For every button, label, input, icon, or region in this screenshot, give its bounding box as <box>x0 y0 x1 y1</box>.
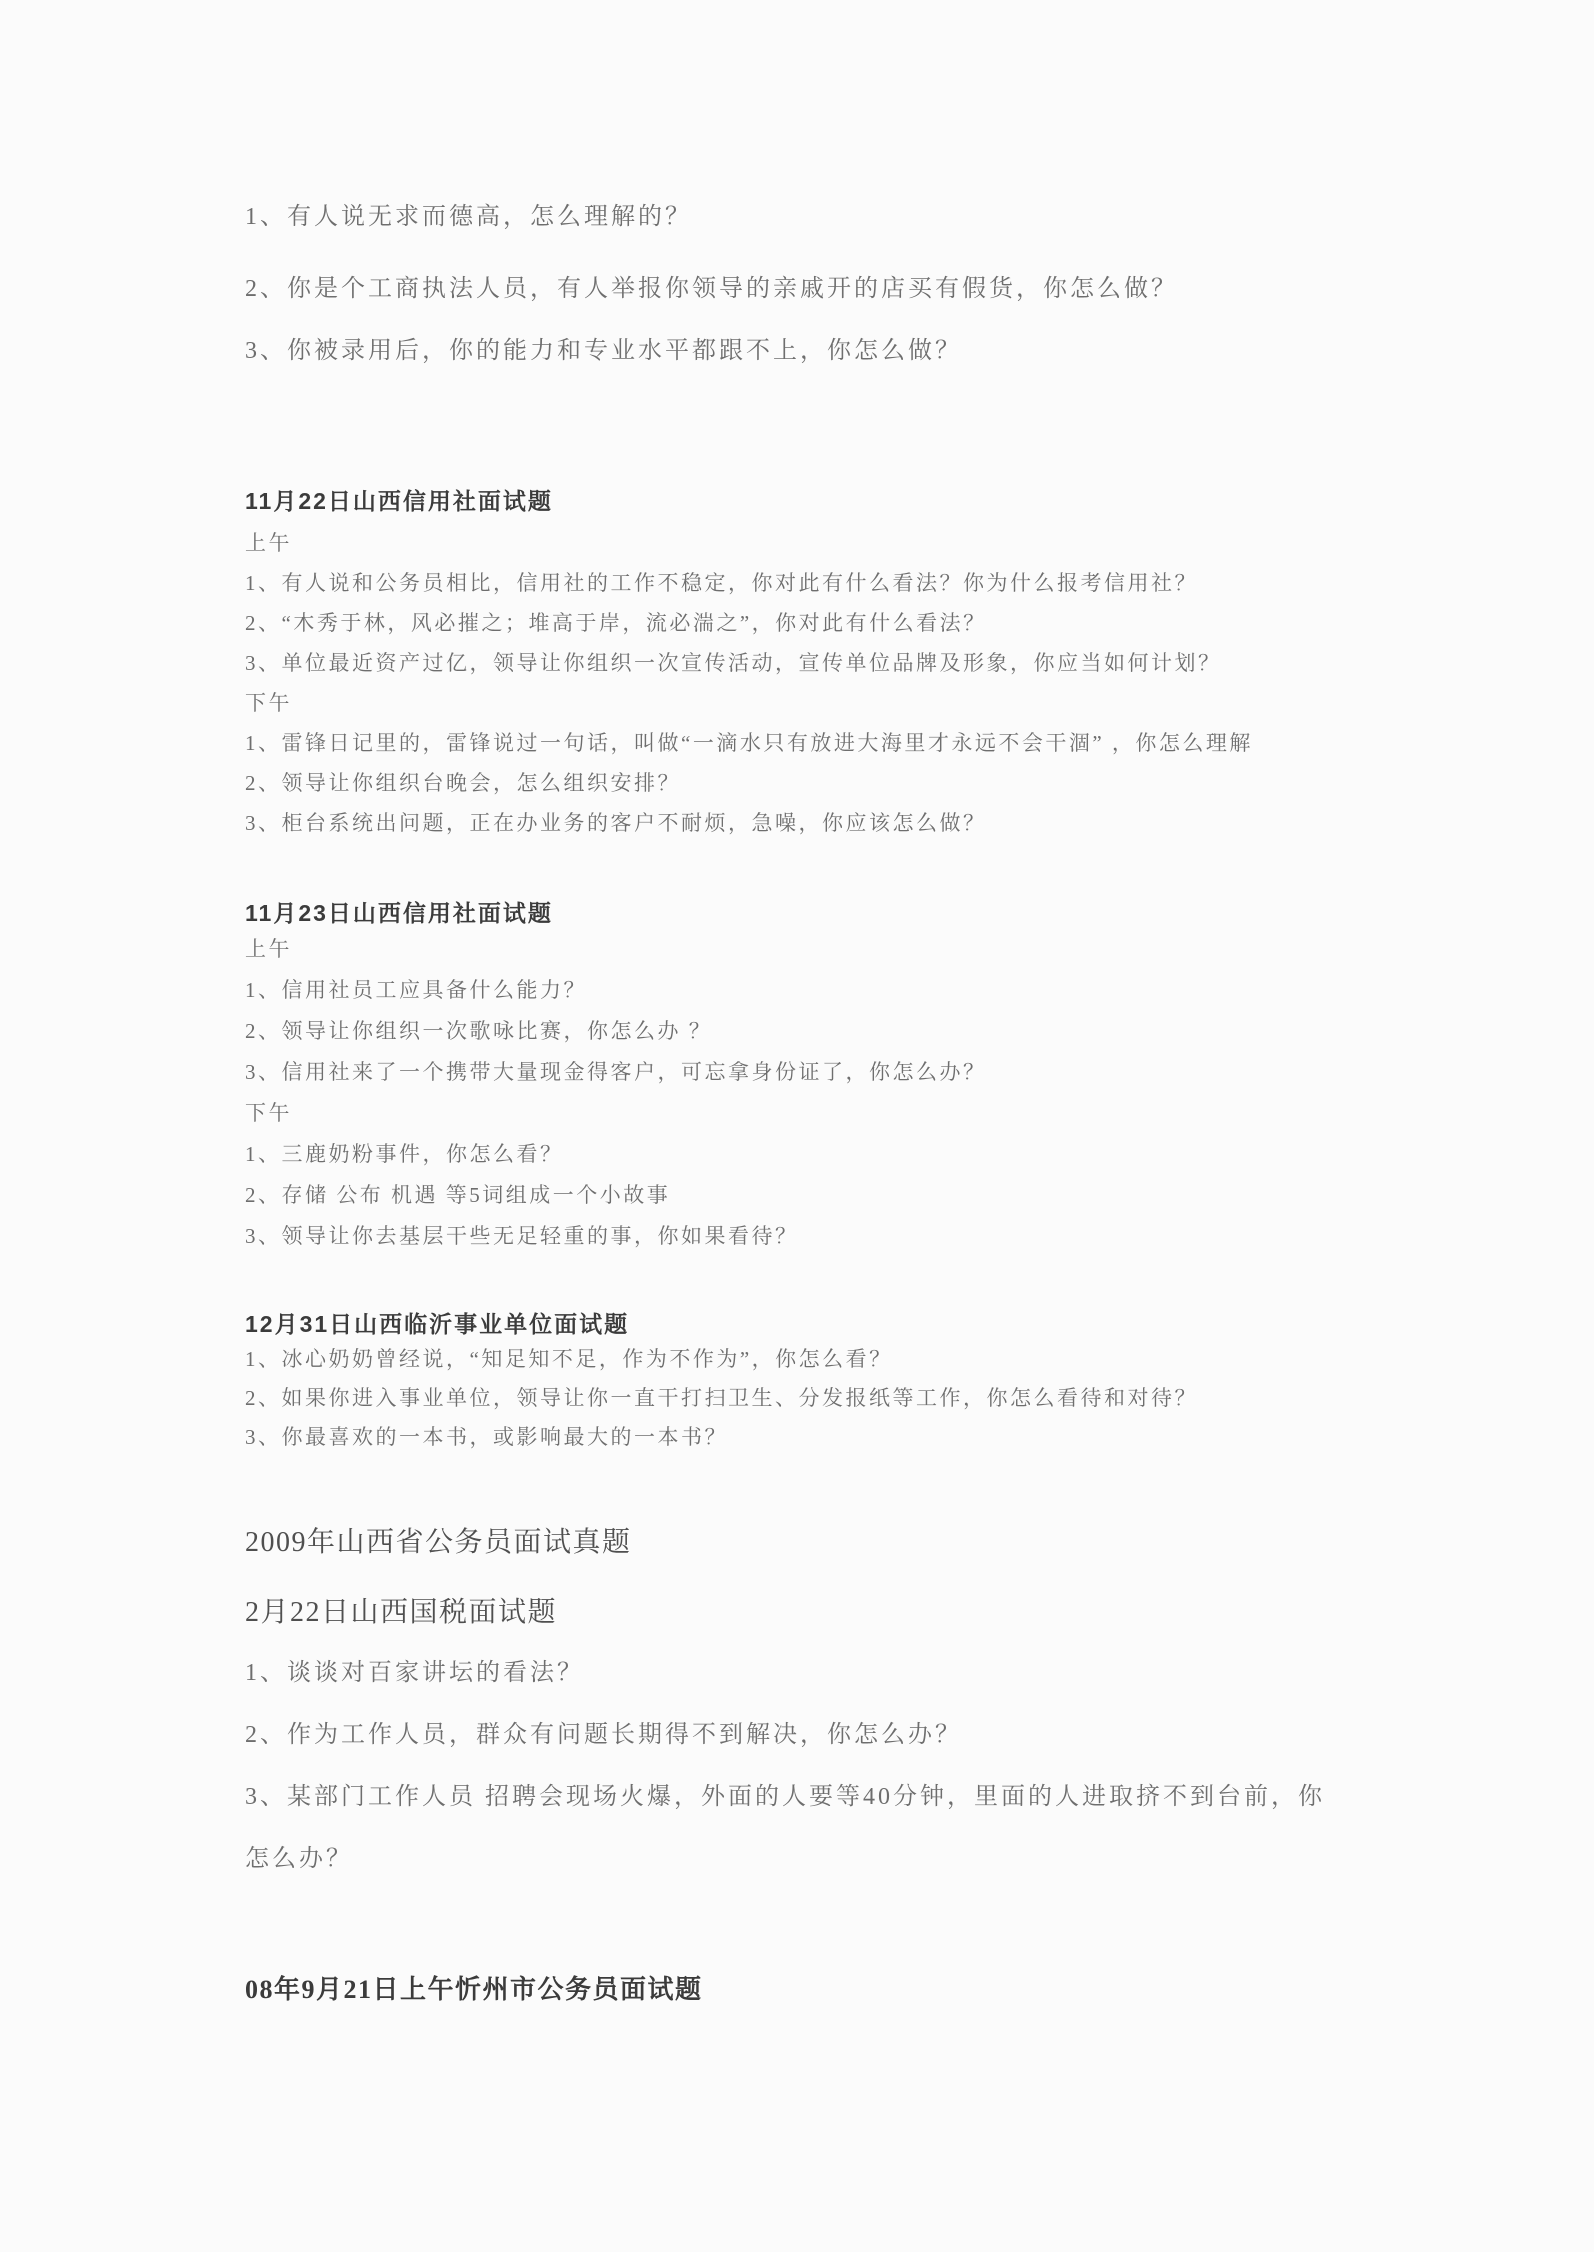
section-title: 11月23日山西信用社面试题 <box>245 900 553 926</box>
section-line: 2、领导让你组织台晚会，怎么组织安排？ <box>245 771 681 795</box>
section-nov23 <box>245 899 987 1257</box>
section-line: 3、领导让你去基层干些无足轻重的事，你如果看待？ <box>245 1224 799 1248</box>
section-line: 2、“木秀于林，风必摧之；堆高于岸，流必湍之”，你对此有什么看法？ <box>245 611 987 635</box>
question-line: 2、你是个工商执法人员，有人举报你领导的亲戚开的店买有假货，你怎么做？ <box>245 276 1178 302</box>
question-line: 3、某部门工作人员 招聘会现场火爆，外面的人要等40分钟，里面的人进取挤不到台前，你 <box>245 1784 1325 1810</box>
section-line: 下午 <box>245 691 292 715</box>
footer-section-title: 08年9月21日上午忻州市公务员面试题 <box>245 1975 703 2004</box>
question-line: 3、你被录用后，你的能力和专业水平都跟不上，你怎么做？ <box>245 338 962 364</box>
question-line: 怎么办？ <box>245 1846 353 1872</box>
section-line: 1、有人说和公务员相比，信用社的工作不稳定，你对此有什么看法？你为什么报考信用社？ <box>245 571 1198 595</box>
section-line: 3、信用社来了一个携带大量现金得客户，可忘拿身份证了，你怎么办？ <box>245 1060 987 1084</box>
section-line: 2、领导让你组织一次歌咏比赛，你怎么办 ？ <box>245 1019 713 1043</box>
exam-2009-question-block <box>245 1660 1325 1908</box>
section-line: 下午 <box>245 1101 292 1125</box>
section-line: 1、雷锋日记里的，雷锋说过一句话，叫做“一滴水只有放进大海里才永远不会干涸” ，你怎么理解 <box>245 731 1253 755</box>
question-line: 1、有人说无求而德高，怎么理解的？ <box>245 204 692 230</box>
section-dec31 <box>245 1310 1198 1457</box>
section-line: 上午 <box>245 937 292 961</box>
section-line: 1、冰心奶奶曾经说，“知足知不足，作为不作为”，你怎么看？ <box>245 1347 893 1371</box>
section-line: 2、存储 公布 机遇 等5词组成一个小故事 <box>245 1183 671 1207</box>
section-title: 11月22日山西信用社面试题 <box>245 488 553 514</box>
heading-2009-exam: 2009年山西省公务员面试真题 <box>245 1527 632 1558</box>
section-line: 3、单位最近资产过亿，领导让你组织一次宣传活动，宣传单位品牌及形象，你应当如何计划？ <box>245 651 1222 675</box>
section-line: 2、如果你进入事业单位，领导让你一直干打扫卫生、分发报纸等工作，你怎么看待和对待？ <box>245 1386 1198 1410</box>
section-line: 3、柜台系统出问题，正在办业务的客户不耐烦，急噪，你应该怎么做？ <box>245 811 987 835</box>
intro-question-block <box>245 204 1178 410</box>
question-line: 2、作为工作人员，群众有问题长期得不到解决，你怎么办？ <box>245 1722 962 1748</box>
section-nov22 <box>245 487 1253 843</box>
heading-feb22-exam: 2月22日山西国税面试题 <box>245 1597 558 1628</box>
question-line: 1、谈谈对百家讲坛的看法？ <box>245 1660 584 1686</box>
section-line: 1、信用社员工应具备什么能力？ <box>245 978 587 1002</box>
section-line: 3、你最喜欢的一本书，或影响最大的一本书？ <box>245 1425 728 1449</box>
section-line: 1、三鹿奶粉事件，你怎么看？ <box>245 1142 564 1166</box>
section-line: 上午 <box>245 531 292 555</box>
section-title: 12月31日山西临沂事业单位面试题 <box>245 1311 630 1337</box>
